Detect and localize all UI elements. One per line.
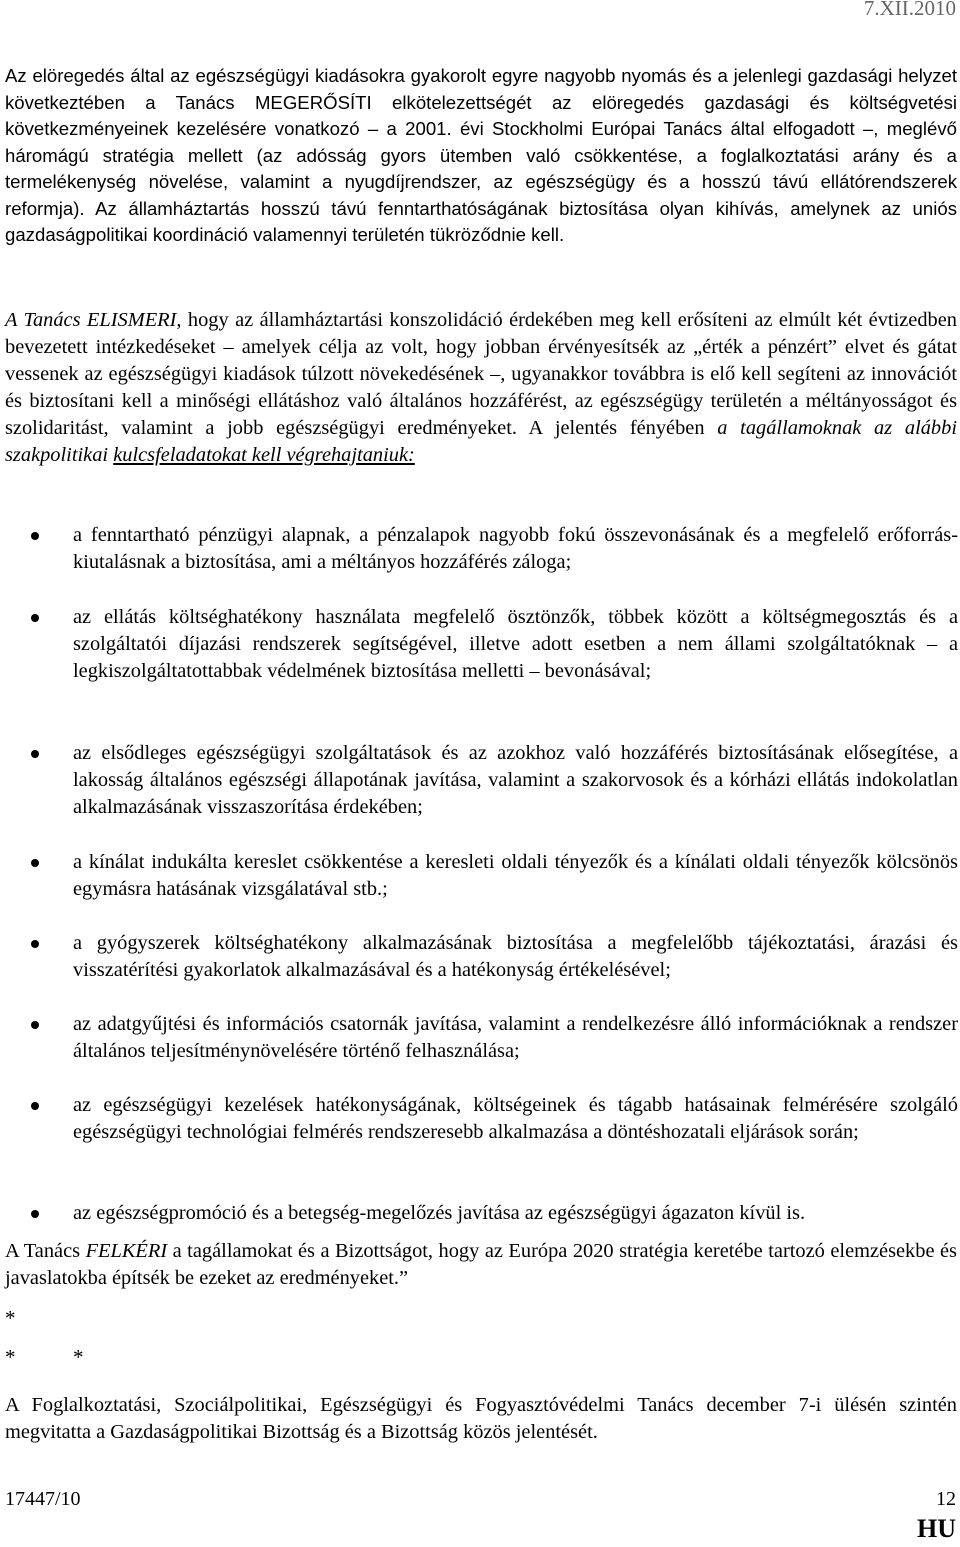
underlined-tail: kulcsfeladatokat kell végrehajtaniuk: xyxy=(113,443,415,466)
bullet-icon xyxy=(31,1021,39,1029)
bullet-icon xyxy=(31,750,39,758)
italic-keyword: FELKÉRI xyxy=(85,1240,168,1262)
paragraph-body: , hogy az államháztartási konszolidáció érdekében meg kell erősíteni az elmúlt két évtizedben bevezetett intézkedéseket – amelyek célja az volt, hogy jobban érvényesítsék az „érték a pénzért” elvet és gátat vessenek az egészségügyi kiadások túlzott növekedésének –, ugyanakkor továbbra is elő kell segíteni az innovációt és biztosítani kell a minőségi ellátáshoz való általános hozzáférést, az egészségügy területén a méltányosságot és szolidaritást, valamint a jobb egészségügyi eredményeket. A jelentés fényében xyxy=(5,309,957,439)
list-item-text: az egészségügyi kezelések hatékonyságának, költségeinek és tágabb hatásainak felmérésére szolgáló egészségügyi technológiai felmérés rendszeresebb alkalmazása a döntéshozatali eljárások során; xyxy=(73,1094,958,1143)
paragraph-council-invites xyxy=(5,1238,957,1292)
separator-star: * xyxy=(5,1306,16,1330)
bullet-icon xyxy=(31,1210,39,1218)
list-item-text: az elsődleges egészségügyi szolgáltatások és az azokhoz való hozzáférés biztosításának elősegítése, a lakosság általános egészségi állapotának javítása, valamint a szakorvosok és a kórházi ellátás indokolatlan alkalmazásának visszaszorítása érdekében; xyxy=(73,742,958,818)
list-item-text: az ellátás költséghatékony használata megfelelő ösztönzők, többek között a költségmegosztás és a szolgáltatói díjazási rendszerek segítségével, illetve adott esetben a nem állami szolgáltatóknak – a legkiszolgáltatottabbak védelmének biztosítása melletti – bevonásával; xyxy=(73,606,958,682)
italic-tail: a tagállamoknak az alábbi szakpolitikai xyxy=(5,416,957,466)
separator-star: * xyxy=(5,1345,16,1369)
header-date: 7.XII.2010 xyxy=(863,0,956,20)
bullet-icon xyxy=(31,614,39,622)
paragraph-ageing-pressure: Az elöregedés által az egészségügyi kiadásokra gyakorolt egyre nagyobb nyomás és a jelenlegi gazdasági helyzet következtében a Tanács MEGERŐSÍTI elkötelezettségét az elöregedés gazdasági és költségvetési következményeinek kezelésére vonatkozó – a 2001. évi Stockholmi Európai Tanács által elfogadott –, meglévő háromágú stratégia mellett (az adósság gyors ütemben való csökkentése, a foglalkoztatási arány és a termelékenység növelése, valamint a nyugdíjrendszer, az egészségügy és a hosszú távú ellátórendszerek reformja). Az államháztartás hosszú távú fenntarthatóságának biztosítása olyan kihívás, amelynek az uniós gazdaságpolitikai koordináció valamennyi területén tükröződnie kell. xyxy=(5,65,957,245)
footer-doc-number: 17447/10 xyxy=(5,1488,81,1510)
bullet-icon xyxy=(31,1102,39,1110)
separator-star: * xyxy=(73,1345,84,1369)
list-item-text: az adatgyűjtési és információs csatornák javítása, valamint a rendelkezésre álló információknak a rendszer általános teljesítménynövelésére történő felhasználása; xyxy=(73,1013,958,1062)
list-item-text: a kínálat indukálta kereslet csökkentése a keresleti oldali tényezők és a kínálati oldali tényezők kölcsönös egymásra hatásának vizsgálatával stb.; xyxy=(73,851,958,900)
paragraph-council-recognises xyxy=(5,307,957,468)
footer-language-code: HU xyxy=(917,1514,956,1543)
paragraph-body: a tagállamokat és a Bizottságot, hogy az Európa 2020 stratégia keretébe tartozó elemzésekbe és javaslatokba építsék be ezeket az eredményeket.” xyxy=(5,1240,957,1289)
bullet-icon xyxy=(31,940,39,948)
bullet-icon xyxy=(31,532,39,540)
footer-page-number: 12 xyxy=(936,1488,956,1510)
list-item-text: az egészségpromóció és a betegség-megelőzés javítása az egészségügyi ágazaton kívül is. xyxy=(73,1202,806,1224)
list-item-text: a fenntartható pénzügyi alapnak, a pénzalapok nagyobb fokú összevonásának és a megfelelő erőforrás-kiutalásnak a biztosítása, ami a méltányos hozzáférés záloga; xyxy=(73,524,958,573)
list-item-text: a gyógyszerek költséghatékony alkalmazásának biztosítása a megfelelőbb tájékoztatási, árazási és visszatérítési gyakorlatok alkalmazásával és a hatékonyság értékelésével; xyxy=(73,932,958,981)
paragraph-epsco-council: A Foglalkoztatási, Szociálpolitikai, Egészségügyi és Fogyasztóvédelmi Tanács december 7-i ülésén szintén megvitatta a Gazdaságpolitikai Bizottság és a Bizottság közös jelentését. xyxy=(5,1394,957,1443)
paragraph-lead: A Tanács xyxy=(5,1240,86,1262)
bullet-icon xyxy=(31,859,39,867)
italic-lead: A Tanács ELISMERI xyxy=(5,309,177,331)
